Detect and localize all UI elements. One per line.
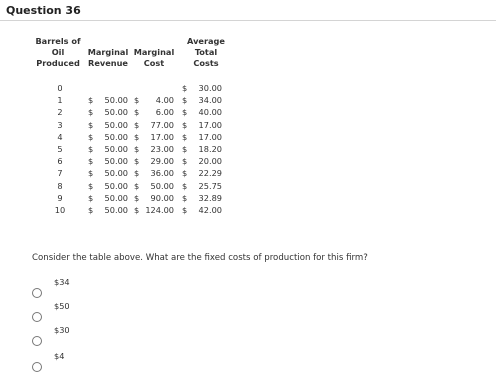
average-total-cost-cell	[182, 167, 222, 179]
marginal-cost-cell	[134, 180, 174, 192]
marginal-revenue-cell	[88, 180, 128, 192]
marginal-revenue-cell	[88, 94, 128, 106]
marginal-cost-cell	[134, 119, 174, 131]
quantity-cell: 3	[57, 119, 63, 130]
quantity-cell: 8	[57, 180, 63, 191]
currency-symbol: $	[134, 95, 140, 106]
currency-symbol: $	[134, 192, 140, 203]
currency-symbol: $	[88, 180, 94, 191]
marginal-cost-cell	[134, 167, 174, 179]
table-row	[32, 192, 232, 204]
table-row	[32, 106, 232, 118]
currency-symbol: $	[182, 168, 188, 179]
quantity-cell: 9	[57, 192, 63, 203]
marginal-cost-cell	[134, 94, 174, 106]
header-mr-line2: Marginal	[87, 47, 129, 57]
cell-value: 50.00	[104, 180, 128, 191]
currency-symbol: $	[134, 168, 140, 179]
currency-symbol: $	[182, 144, 188, 154]
quantity-cell: 6	[57, 156, 63, 167]
cell-value: 50.00	[104, 95, 128, 106]
average-total-cost-cell	[182, 119, 222, 131]
table-row	[32, 82, 232, 94]
currency-symbol: $	[88, 107, 94, 118]
cell-value: 20.00	[198, 156, 222, 167]
answer-option-label[interactable]: $30	[54, 325, 70, 335]
table-row	[32, 94, 232, 106]
currency-symbol: $	[88, 205, 94, 215]
cell-value: 17.00	[150, 131, 174, 142]
cell-value: 50.00	[104, 168, 128, 179]
cell-value: 50.00	[104, 131, 128, 142]
table-row	[32, 119, 232, 131]
average-total-cost-cell	[182, 143, 222, 155]
currency-symbol: $	[134, 144, 140, 154]
cell-value: 50.00	[104, 144, 128, 154]
table-row	[32, 131, 232, 143]
cell-value: 40.00	[198, 107, 222, 118]
average-total-cost-cell	[182, 82, 222, 94]
header-marginal-revenue	[82, 36, 134, 69]
title-divider	[0, 20, 496, 21]
cell-value: 17.00	[198, 119, 222, 130]
cell-value: 124.00	[145, 205, 174, 215]
cell-value: 30.00	[198, 83, 222, 93]
marginal-cost-cell	[134, 143, 174, 155]
marginal-revenue-cell	[88, 131, 128, 143]
currency-symbol: $	[182, 205, 188, 215]
currency-symbol: $	[134, 205, 140, 215]
table-row	[32, 143, 232, 155]
currency-symbol: $	[182, 95, 188, 106]
currency-symbol: $	[134, 107, 140, 118]
cell-value: 50.00	[150, 180, 174, 191]
cell-value: 77.00	[150, 119, 174, 130]
cell-value: 42.00	[198, 205, 222, 215]
marginal-cost-cell	[134, 155, 174, 167]
cell-value: 17.00	[198, 131, 222, 142]
question-title: Question 36	[6, 4, 81, 17]
cell-value: 50.00	[104, 156, 128, 167]
average-total-cost-cell	[182, 192, 222, 204]
cell-value: 25.75	[198, 180, 222, 191]
average-total-cost-cell	[182, 106, 222, 118]
marginal-revenue-cell	[88, 155, 128, 167]
answer-option-label[interactable]: $4	[54, 351, 65, 361]
header-atc-line3: Costs	[193, 58, 219, 68]
currency-symbol: $	[182, 107, 188, 118]
average-total-cost-cell	[182, 131, 222, 143]
quantity-cell: 10	[54, 205, 66, 215]
quantity-cell: 0	[57, 83, 63, 93]
header-mr-line3: Revenue	[88, 58, 128, 68]
cell-value: 23.00	[150, 144, 174, 154]
currency-symbol: $	[88, 119, 94, 130]
header-barrels-line2: Oil	[51, 47, 65, 57]
cell-value: 18.20	[198, 144, 222, 154]
currency-symbol: $	[182, 180, 188, 191]
cell-value: 34.00	[198, 95, 222, 106]
cell-value: 22.29	[198, 168, 222, 179]
quantity-cell: 1	[57, 95, 63, 106]
currency-symbol: $	[182, 119, 188, 130]
cell-value: 32.89	[198, 192, 222, 203]
currency-symbol: $	[88, 156, 94, 167]
average-total-cost-cell	[182, 180, 222, 192]
currency-symbol: $	[88, 95, 94, 106]
table-row	[32, 180, 232, 192]
quantity-cell: 5	[57, 144, 63, 154]
marginal-revenue-cell	[88, 119, 128, 131]
cell-value: 36.00	[150, 168, 174, 179]
radio-button[interactable]	[32, 288, 42, 298]
currency-symbol: $	[182, 192, 188, 203]
header-average-total-costs	[176, 36, 236, 69]
header-barrels-line1: Barrels of	[35, 36, 81, 46]
question-prompt: Consider the table above. What are the fixed costs of production for this firm?	[32, 253, 368, 263]
currency-symbol: $	[88, 144, 94, 154]
header-barrels	[32, 36, 84, 69]
currency-symbol: $	[182, 83, 188, 93]
average-total-cost-cell	[182, 155, 222, 167]
marginal-cost-cell	[134, 192, 174, 204]
radio-button[interactable]	[32, 312, 42, 322]
header-mc-line1	[128, 36, 180, 47]
cell-value: 90.00	[150, 192, 174, 203]
answer-option-label[interactable]: $34	[54, 277, 70, 287]
header-mr-line1	[82, 36, 134, 47]
answer-option-label[interactable]: $50	[54, 301, 70, 311]
marginal-revenue-cell	[88, 192, 128, 204]
marginal-revenue-cell	[88, 143, 128, 155]
table-row	[32, 204, 232, 216]
currency-symbol: $	[88, 168, 94, 179]
marginal-revenue-cell	[88, 167, 128, 179]
currency-symbol: $	[134, 119, 140, 130]
cell-value: 50.00	[104, 205, 128, 215]
header-atc-line2: Total	[194, 47, 218, 57]
marginal-cost-cell	[134, 106, 174, 118]
currency-symbol: $	[182, 156, 188, 167]
quantity-cell: 7	[57, 168, 63, 179]
header-atc-line1: Average	[187, 36, 225, 46]
currency-symbol: $	[182, 131, 188, 142]
table-row	[32, 167, 232, 179]
cell-value: 50.00	[104, 192, 128, 203]
average-total-cost-cell	[182, 94, 222, 106]
radio-button[interactable]	[32, 362, 42, 372]
cell-value: 50.00	[104, 119, 128, 130]
radio-button[interactable]	[32, 336, 42, 346]
marginal-cost-cell	[134, 204, 174, 216]
header-barrels-line3: Produced	[36, 58, 80, 68]
average-total-cost-cell	[182, 204, 222, 216]
cell-value: 6.00	[155, 107, 174, 118]
header-mc-line3: Cost	[143, 58, 165, 68]
header-mc-line2: Marginal	[133, 47, 175, 57]
cell-value: 4.00	[155, 95, 174, 106]
quantity-cell: 4	[57, 131, 63, 142]
marginal-revenue-cell	[88, 204, 128, 216]
marginal-revenue-cell	[88, 106, 128, 118]
quantity-cell: 2	[57, 107, 63, 118]
header-marginal-cost	[128, 36, 180, 69]
currency-symbol: $	[88, 131, 94, 142]
currency-symbol: $	[134, 156, 140, 167]
table-row	[32, 155, 232, 167]
cell-value: 29.00	[150, 156, 174, 167]
cell-value: 50.00	[104, 107, 128, 118]
currency-symbol: $	[134, 131, 140, 142]
marginal-cost-cell	[134, 131, 174, 143]
currency-symbol: $	[134, 180, 140, 191]
currency-symbol: $	[88, 192, 94, 203]
